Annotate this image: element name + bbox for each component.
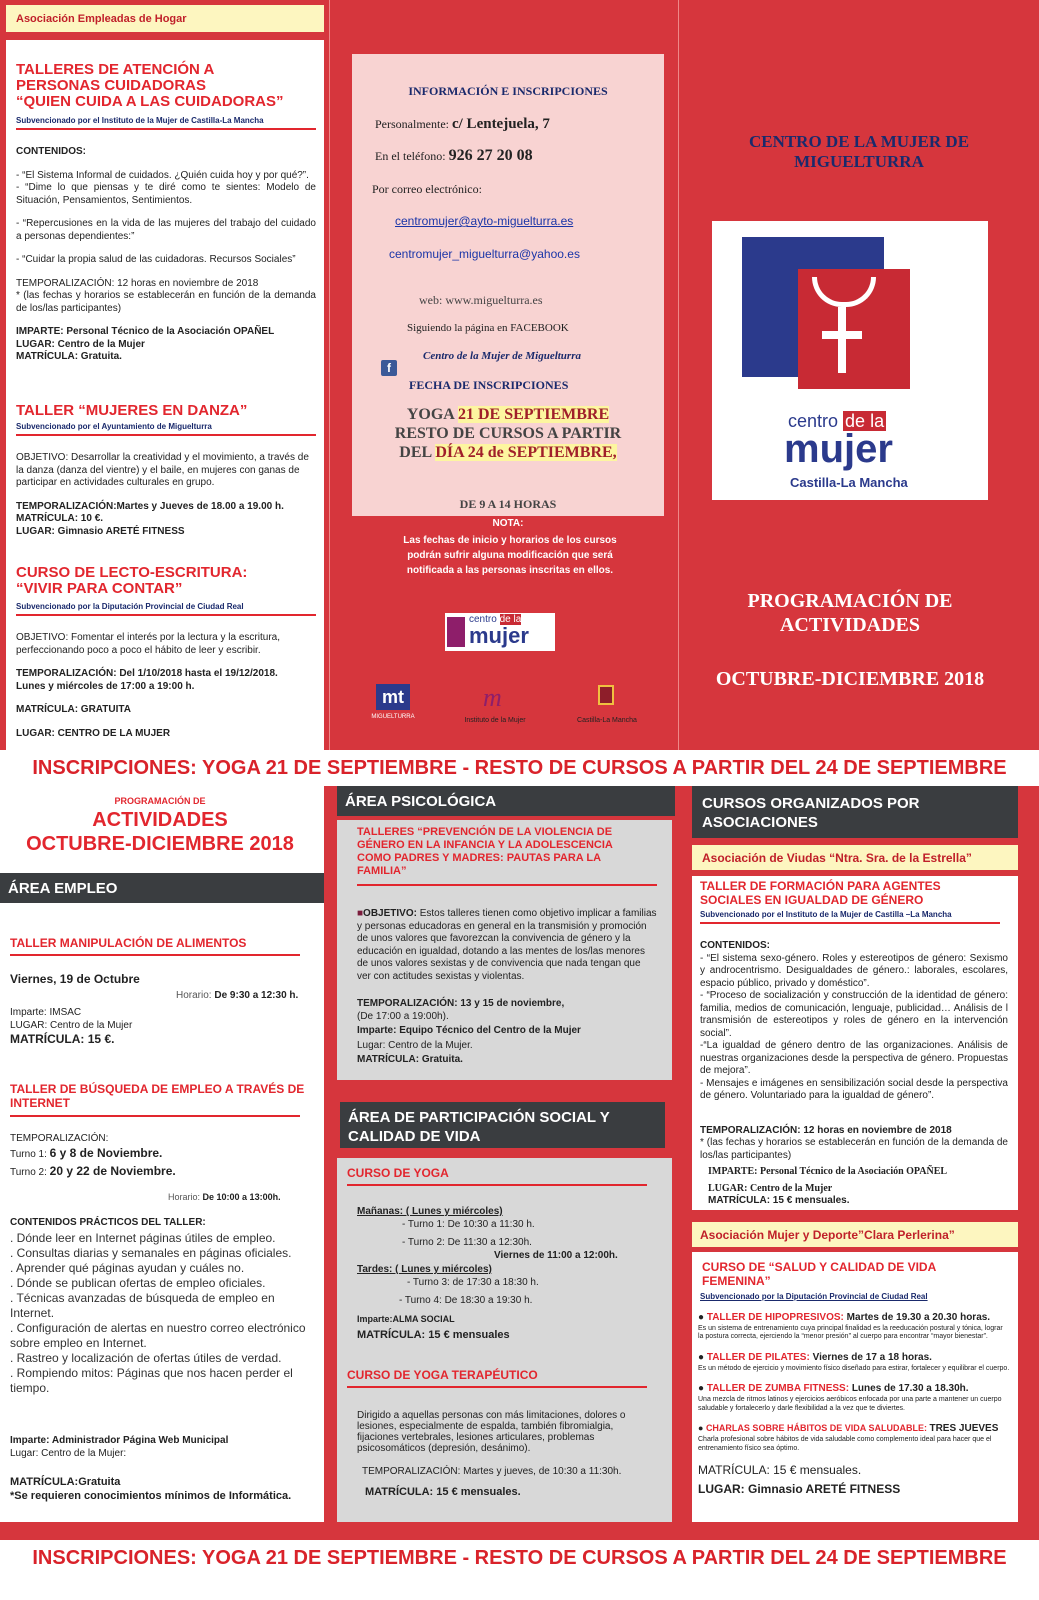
panel-4-content: PROGRAMACIÓN DE ACTIVIDADES OCTUBRE-DICIEMBRE 2018 (0, 786, 324, 1522)
subsidy-note: Subvencionado por el Instituto de la Mujer de Castilla-La Mancha (16, 116, 264, 125)
registration-banner: INSCRIPCIONES: YOGA 21 DE SEPTIEMBRE - RESTO DE CURSOS A PARTIR DEL 24 DE SEPTIEMBRE (0, 1540, 1039, 1600)
course-title: CURSO DE LECTO-ESCRITURA: “VIVIR PARA CONTAR” (16, 564, 248, 597)
panel-1-content (6, 40, 324, 750)
phone: En el teléfono: 926 27 20 08 (375, 147, 533, 164)
section-header: ÁREA EMPLEO (0, 873, 324, 903)
registration-banner: INSCRIPCIONES: YOGA 21 DE SEPTIEMBRE - RESTO DE CURSOS A PARTIR DEL 24 DE SEPTIEMBRE (0, 750, 1039, 786)
section-header: ÁREA PSICOLÓGICA (337, 786, 675, 816)
coat-of-arms-icon (598, 685, 614, 705)
email-label: Por correo electrónico: (372, 182, 482, 196)
assoc-label: Asociación Empleadas de Hogar (6, 5, 324, 32)
section-header: ÁREA DE PARTICIPACIÓN SOCIAL Y CALIDAD DE VIDA (340, 1102, 665, 1148)
dates-block: YOGA 21 DE SEPTIEMBRE RESTO DE CURSOS A PARTIR DEL DÍA 24 de SEPTIEMBRE, (394, 406, 622, 461)
panel-4-body: TALLER MANIPULACIÓN DE ALIMENTOS Viernes, 19 de Octubre Horario: De 9:30 a 12:30 h. Imparte: IMSAC LUGAR: Centro de la Mujer MATRÍCULA: 15 €. TALLER DE BÚSQUEDA DE EMPLEO A TRAVÉS DE INTERNET TEMPORALIZACIÓN: Turno 1: 6 y 8 de Noviembre. Turno 2: 20 y 22 de Noviembre. Horario: De 10:00 a 13:00h. CONTENIDOS PRÁCTICOS DEL TALLER: . Dónde leer en Internet páginas útiles de empleo. . Consultas diarias y semanales en páginas oficiales. . Aprender qué páginas ayudan y cuáles no. . Dónde se publican ofertas de empleo oficiales. . Técnicas avanzadas de búsqueda de empleo en Internet. . Configuración de alertas en nuestro correo electrónico sobre empleo en Internet. . Rastreo y localización de ofertas útiles de verdad. . Rompiendo mitos: Páginas que nos hacen perder el tiempo. Imparte: Administrador Página Web Municipal Lugar: Centro de la Mujer: MATRÍCULA:Gratuita *Se requieren conocimientos mínimos de Informática. (0, 903, 324, 1522)
course-title: CURSO DE “SALUD Y CALIDAD DE VIDA FEMENINA” (702, 1260, 936, 1288)
note-text: Las fechas de inicio y horarios de los cursos podrán sufrir alguna modificación que será notificada a las personas inscritas en ellos. (403, 535, 617, 576)
subsidy-note: Subvencionado por el Ayuntamiento de Miguelturra (16, 422, 212, 431)
address: Personalmente: c/ Lentejuela, 7 (375, 116, 550, 132)
panel-6-bottom: CURSO DE “SALUD Y CALIDAD DE VIDA FEMENINA” Subvencionado por la Diputación Provincial de Ciudad Real ● TALLER DE HIPOPRESIVOS: Martes de 19.30 a 20.30 horas. Es un sistema de entrenamiento cuya principal finalidad es la reeducación postural y tónica, lograr la postura correcta, ejerciendo la “menor presión” al cuerpo para encontrar “mayor bienestar”. ● TALLER DE PILATES: Viernes de 17 a 18 horas. Es un método de ejercicio y movimiento físico diseñado para estirar, fortalecer y equilibrar el cuerpo. ● TALLER DE ZUMBA FITNESS: Lunes de 17.30 a 18.30h. Una mezcla de ritmos latinos y ejercicios aeróbicos enfocada por una parte a mantener un cuerpo saludable y fortalecerlo y darle flexibilidad a la vez que te diviertes. ● CHARLAS SOBRE HÁBITOS DE VIDA SALUDABLE: TRES JUEVES Charla profesional sobre hábitos de vida saludable como complemento ideal para hacer que el entrenamiento físico sea óptimo. MATRÍCULA: 15 € mensuales. LUGAR: Gimnasio ARETÉ FITNESS (692, 1252, 1018, 1522)
note-title: NOTA: (492, 518, 524, 529)
cover-title: CENTRO DE LA MUJER DE MIGUELTURRA (748, 132, 970, 171)
divider (10, 954, 300, 956)
course-body: CONTENIDOS: - “El Sistema Informal de cuidados. ¿Quién cuida hoy y por qué?”. - “Dime lo que piensas y te diré como te sientes: Modelo de Situación, Pensamientos, Sentimientos. - “Repercusiones en la vida de las mujeres del trabajo del cuidado a personas dependientes:” - “Cuidar la propia salud de las cuidadoras. Recursos Sociales” TEMPORALIZACIÓN: 12 horas en noviembre de 2018 * (las fechas y horarios se establecerán en función de la demanda de los/las participantes) IMPARTE: Personal Técnico de la Asociación OPAÑEL LUGAR: Centro de la Mujer MATRÍCULA: Gratuita. (16, 146, 316, 362)
info-title: INFORMACIÓN E INSCRIPCIONES (408, 84, 608, 98)
assoc-label: Asociación de Viudas “Ntra. Sra. de la Estrella” (692, 845, 1018, 870)
logo-small: centro de la mujer (445, 613, 555, 651)
panel-6-top: TALLER DE FORMACIÓN PARA AGENTES SOCIALES EN IGUALDAD DE GÉNERO Subvencionado por el Instituto de la Mujer de Castilla –La Mancha CONTENIDOS: - “El sistema sexo-género. Roles y estereotipos de género: Sexismo y androcentrismo. Desigualdades de género.: laborales, escolares, espacio público, privado y doméstico”. - “Proceso de socialización y construcción de la identidad de género: familia, medios de comunicación, lenguaje, publicidad… Análisis de l transmisión de estereotipos y roles de género en la intervención social”. -“La igualdad de género dentro de las organizaciones. Análisis de nuestras organizaciones desde la perspectiva de género. Propuestas de mejora”. - Mensajes e imágenes en sensibilización social desde la perspectiva de género. Voluntariado para la igualdad de género”. TEMPORALIZACIÓN: 12 horas en noviembre de 2018 * (las fechas y horarios se establecerán en función de la demanda de los/las participantes) IMPARTE: Personal Técnico de la Asociación OPAÑEL LUGAR: Centro de la Mujer MATRÍCULA: 15 € mensuales. (692, 876, 1018, 1210)
course-body: OBJETIVO: Desarrollar la creatividad y el movimiento, a través de la danza (danza del vientre) y el baile, en mujeres con ganas de participar en actividades culturales en grupo. TEMPORALIZACIÓN:Martes y Jueves de 18.00 a 19.00 h. MATRÍCULA: 10 €. LUGAR: Gimnasio ARETÉ FITNESS (16, 452, 309, 537)
divider (700, 922, 1000, 924)
page-title: ACTIVIDADES OCTUBRE-DICIEMBRE 2018 (26, 809, 294, 855)
course-title: TALLERES DE ATENCIÓN A PERSONAS CUIDADORAS “QUIEN CUIDA A LAS CUIDADORAS” (16, 61, 284, 110)
divider (10, 1115, 300, 1117)
content-list: . Dónde leer en Internet páginas útiles de empleo. . Consultas diarias y semanales en páginas oficiales. . Aprender qué páginas ayudan y cuáles no. . Dónde se publican ofertas de empleo oficiales. . Técnicas avanzadas de búsqueda de empleo en Internet. . Configuración de alertas en nuestro correo electrónico sobre empleo en Internet. . Rastreo y localización de ofertas útiles de verdad. . Rompiendo mitos: Páginas que nos hacen perder el tiempo. (10, 1231, 306, 1395)
course-title: TALLER DE BÚSQUEDA DE EMPLEO A TRAVÉS DE INTERNET (10, 1082, 305, 1110)
cover-logo: centro de la mujer Castilla-La Mancha (712, 221, 988, 500)
divider (16, 434, 316, 436)
logo-instituto-mujer: m Instituto de la Mujer (464, 683, 526, 724)
facebook-page[interactable]: Centro de la Mujer de Miguelturra (423, 350, 581, 362)
assoc-label: Asociación Mujer y Deporte”Clara Perlerina” (692, 1222, 1018, 1247)
email-link-2[interactable]: centromujer_miguelturra@yahoo.es (389, 247, 580, 261)
divider (16, 614, 316, 616)
divider (16, 128, 316, 130)
cover-program: PROGRAMACIÓN DE ACTIVIDADES (747, 590, 953, 636)
course-title: CURSO DE YOGA (347, 1166, 449, 1180)
section-header: CURSOS ORGANIZADOS POR ASOCIACIONES (692, 786, 1018, 838)
logo-symbol (447, 617, 465, 647)
fold-line (329, 0, 330, 750)
panel-5-bottom: CURSO DE YOGA Mañanas: ( Lunes y miércoles) - Turno 1: De 10:30 a 11:30 h. - Turno 2: De 11:30 a 12:30h. Viernes de 11:00 a 12:00h. Tardes: ( Lunes y miércoles) - Turno 3: de 17:30 a 18:30 h. - Turno 4: De 18:30 a 19:30 h. Imparte:ALMA SOCIAL MATRÍCULA: 15 € mensuales CURSO DE YOGA TERAPÉUTICO Dirigido a aquellas personas con más limitaciones, dolores o lesiones, especialmente de espalda, también fibromialgia, fijaciones vertebrales, lesiones articulares, problemas psicosomáticos (depresión, desánimo). TEMPORALIZACIÓN: Martes y jueves, de 10:30 a 11:30h. MATRÍCULA: 15 € mensuales. (337, 1158, 672, 1522)
divider (357, 884, 657, 886)
facebook-icon[interactable]: f (381, 360, 397, 376)
course-title: TALLER DE FORMACIÓN PARA AGENTES SOCIALES EN IGUALDAD DE GÉNERO (700, 879, 941, 907)
email-link-1[interactable]: centromujer@ayto-miguelturra.es (395, 214, 574, 228)
course-title: TALLERES “PREVENCIÓN DE LA VIOLENCIA DE GÉNERO EN LA INFANCIA Y LA ADOLESCENCIA COMO PADRES Y MADRES: PAUTAS PARA LA FAMILIA” (357, 826, 613, 877)
web-link[interactable]: web: www.miguelturra.es (419, 293, 543, 307)
divider (347, 1386, 647, 1388)
course-title: CURSO DE YOGA TERAPÉUTICO (347, 1368, 538, 1382)
logo-miguelturra: mt MIGUELTURRA (368, 680, 418, 728)
panel-5-top: TALLERES “PREVENCIÓN DE LA VIOLENCIA DE GÉNERO EN LA INFANCIA Y LA ADOLESCENCIA COMO PADRES Y MADRES: PAUTAS PARA LA FAMILIA” ■OBJETIVO: Estos talleres tienen como objetivo implicar a familias y personas educadoras en general en la transmisión y promoción de unos valores que favorezcan la convivencia de género y la educación en igualdad, dotando a las mentes de los/las menores de unos valores sexistas y de convivencia que nada tengan que ver con actitudes sexistas y violentas. TEMPORALIZACIÓN: 13 y 15 de noviembre, (De 17:00 a 19:00h). Imparte: Equipo Técnico del Centro de la Mujer Lugar: Centro de la Mujer. MATRÍCULA: Gratuita. (337, 820, 672, 1080)
cover-period: OCTUBRE-DICIEMBRE 2018 (715, 668, 985, 690)
hours: DE 9 A 14 HORAS (459, 497, 557, 511)
subsidy-note: Subvencionado por la Diputación Provincial de Ciudad Real (700, 1292, 928, 1301)
course-title: TALLER MANIPULACIÓN DE ALIMENTOS (10, 936, 247, 950)
divider (347, 1184, 647, 1186)
course-title: TALLER “MUJERES EN DANZA” (16, 402, 248, 419)
subsidy-note: Subvencionado por el Instituto de la Mujer de Castilla –La Mancha (700, 910, 952, 919)
subsidy-note: Subvencionado por la Diputación Provincial de Ciudad Real (16, 602, 244, 611)
fold-line (678, 0, 679, 750)
logo-castilla-la-mancha: Castilla-La Mancha (572, 683, 642, 728)
dates-title: FECHA DE INSCRIPCIONES (409, 378, 569, 392)
facebook-text: Siguiendo la página en FACEBOOK (407, 322, 569, 334)
course-body: OBJETIVO: Fomentar el interés por la lectura y la escritura, perfeccionando poco a poco el hábito de leer y escribir. TEMPORALIZACIÓN: Del 1/10/2018 hasta el 19/12/2018. Lunes y miércoles de 17:00 a 19:00 h. MATRÍCULA: GRATUITA LUGAR: CENTRO DE LA MUJER (16, 632, 280, 739)
